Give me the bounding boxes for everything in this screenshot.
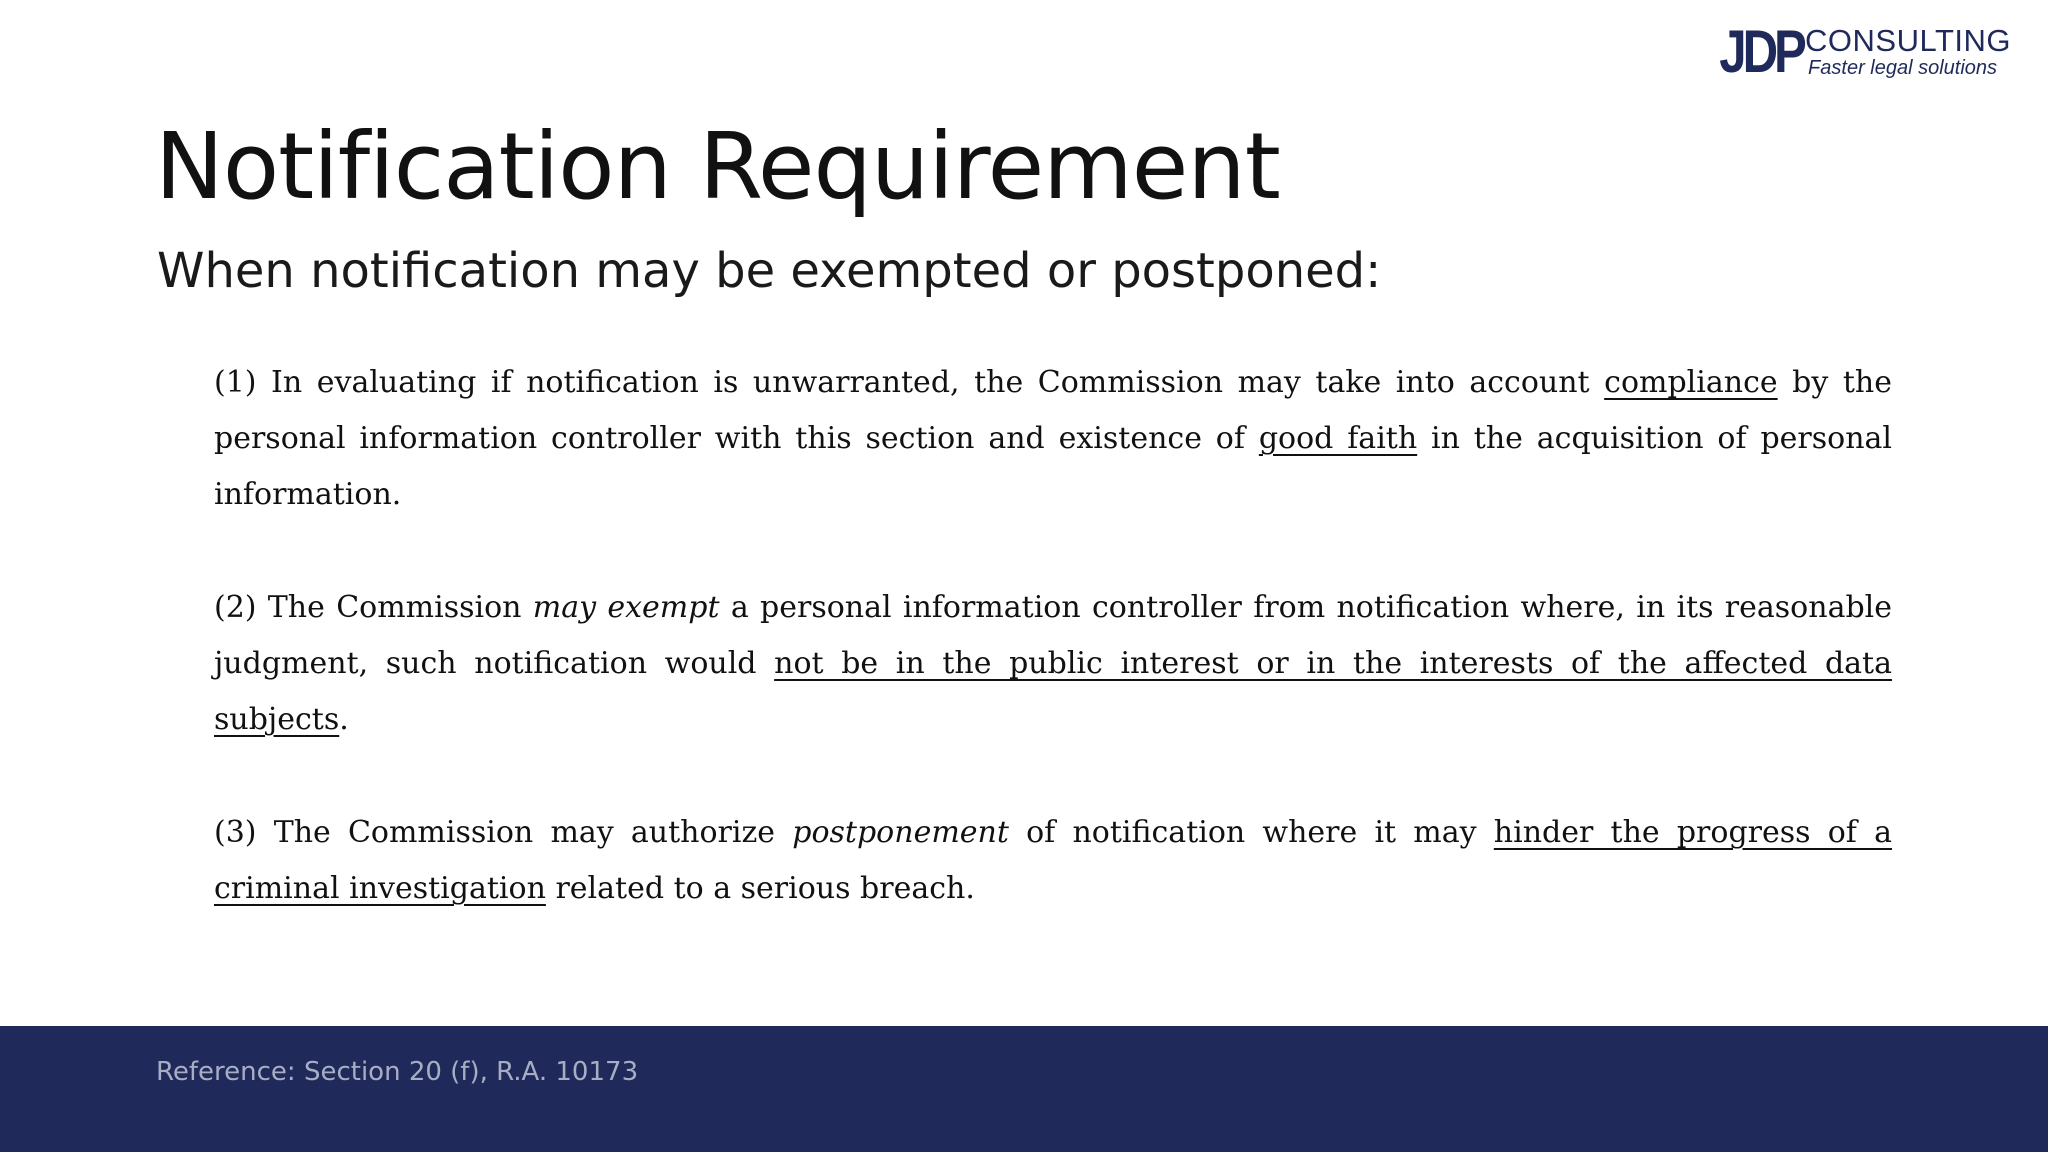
provision-underlined-text: good faith	[1258, 421, 1418, 456]
logo-company-name: CONSULTING	[1805, 23, 2011, 58]
provision-text: .	[339, 702, 349, 737]
slide-subtitle: When notification may be exempted or postponed:	[157, 243, 1382, 299]
provision-text: related to a serious breach.	[545, 871, 975, 906]
provision-italic-text: may exempt	[532, 590, 720, 625]
provision-underlined-text: not be in the public interest or in the interests of the affected data subjects	[214, 646, 1892, 737]
slide-title: Notification Requirement	[155, 113, 1280, 220]
provision-text: by the personal information controller with this section and existence of	[214, 365, 1892, 456]
provision-text: (3) The Commission may authorize	[214, 815, 793, 850]
provision-underlined-text: compliance	[1604, 365, 1778, 400]
provision-item	[214, 805, 1892, 917]
provision-text: of notification where it may	[1008, 815, 1494, 850]
provision-italic-text: postponement	[792, 815, 1009, 850]
provisions-list	[214, 355, 1892, 974]
company-logo	[1701, 18, 2011, 85]
logo-text	[1805, 25, 2011, 79]
provision-text: (2) The Commission	[214, 590, 533, 625]
logo-mark: JDP	[1719, 18, 1804, 85]
provision-text: in the acquisition of personal information.	[214, 421, 1893, 512]
logo-tagline: Faster legal solutions	[1808, 57, 1998, 79]
footer-bar	[0, 1026, 2048, 1152]
provision-item	[214, 580, 1892, 748]
provision-text: a personal information controller from notification where, in its reasonable judgment, such notification would	[214, 590, 1893, 681]
provision-text: (1) In evaluating if notification is unwarranted, the Commission may take into account	[214, 365, 1605, 400]
provision-item	[214, 355, 1892, 523]
reference-text: Reference: Section 20 (f), R.A. 10173	[156, 1057, 639, 1087]
provision-underlined-text: hinder the progress of a criminal investigation	[214, 815, 1892, 906]
